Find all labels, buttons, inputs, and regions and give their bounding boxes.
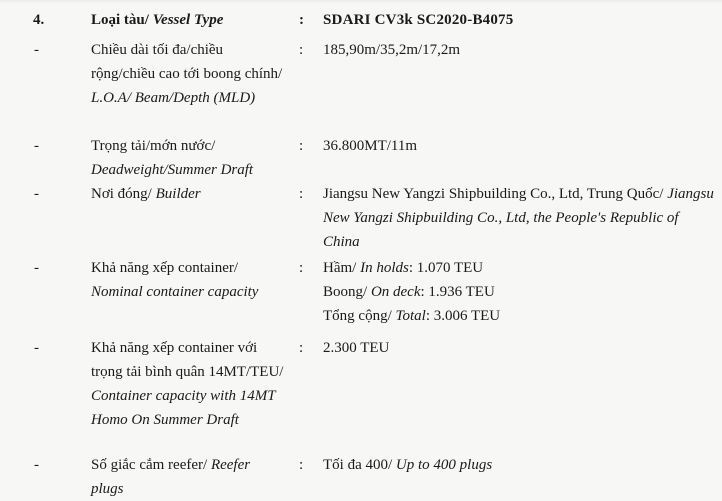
colon: : (299, 12, 304, 28)
deadweight-label: Trọng tải/mớn nước/ Deadweight/Summer Draft (91, 138, 254, 178)
section-label: Loại tàu/ Vessel Type (91, 12, 224, 28)
capacity-line-total: Tổng cộng/ Total: 3.006 TEU (323, 308, 501, 324)
colon: : (299, 186, 304, 202)
capacity-line-holds: Hầm/ In holds: 1.070 TEU (323, 260, 484, 276)
deadweight-value: 36.800MT/11m (323, 138, 418, 154)
builder-label: Nơi đóng/ Builder (91, 186, 201, 202)
item-dash: - (34, 457, 39, 473)
item-dash: - (34, 340, 39, 356)
homo-capacity-label: Khả năng xếp container với trọng tải bình quân 14MT/TEU/ Container capacity with 14MT Homo On Summer Draft (91, 340, 284, 428)
capacity-line-deck: Boong/ On deck: 1.936 TEU (323, 284, 495, 300)
item-dash: - (34, 186, 39, 202)
page-edge (0, 0, 722, 4)
colon: : (299, 260, 304, 276)
dimensions-label: Chiều dài tối đa/chiều rộng/chiều cao tới boong chính/ L.O.A/ Beam/Depth (MLD) (91, 42, 283, 106)
container-capacity-value (323, 256, 718, 328)
item-dash: - (34, 138, 39, 154)
colon: : (299, 138, 304, 154)
colon: : (299, 340, 304, 356)
item-dash: - (34, 42, 39, 58)
vessel-type-value: SDARI CV3k SC2020-B4075 (323, 12, 514, 28)
section-number: 4. (33, 12, 45, 28)
reefer-plugs-label: Số giắc cắm reefer/ Reefer plugs (91, 457, 251, 497)
dimensions-value: 185,90m/35,2m/17,2m (323, 42, 461, 58)
container-capacity-label: Khả năng xếp container/ Nominal container capacity (91, 260, 259, 300)
colon: : (299, 42, 304, 58)
item-dash: - (34, 260, 39, 276)
homo-capacity-value: 2.300 TEU (323, 340, 390, 356)
colon: : (299, 457, 304, 473)
reefer-plugs-value: Tối đa 400/ Up to 400 plugs (323, 457, 493, 473)
builder-value: Jiangsu New Yangzi Shipbuilding Co., Ltd, Trung Quốc/ Jiangsu New Yangzi Shipbuilding Co., Ltd, the People's Republic of China (323, 186, 714, 250)
